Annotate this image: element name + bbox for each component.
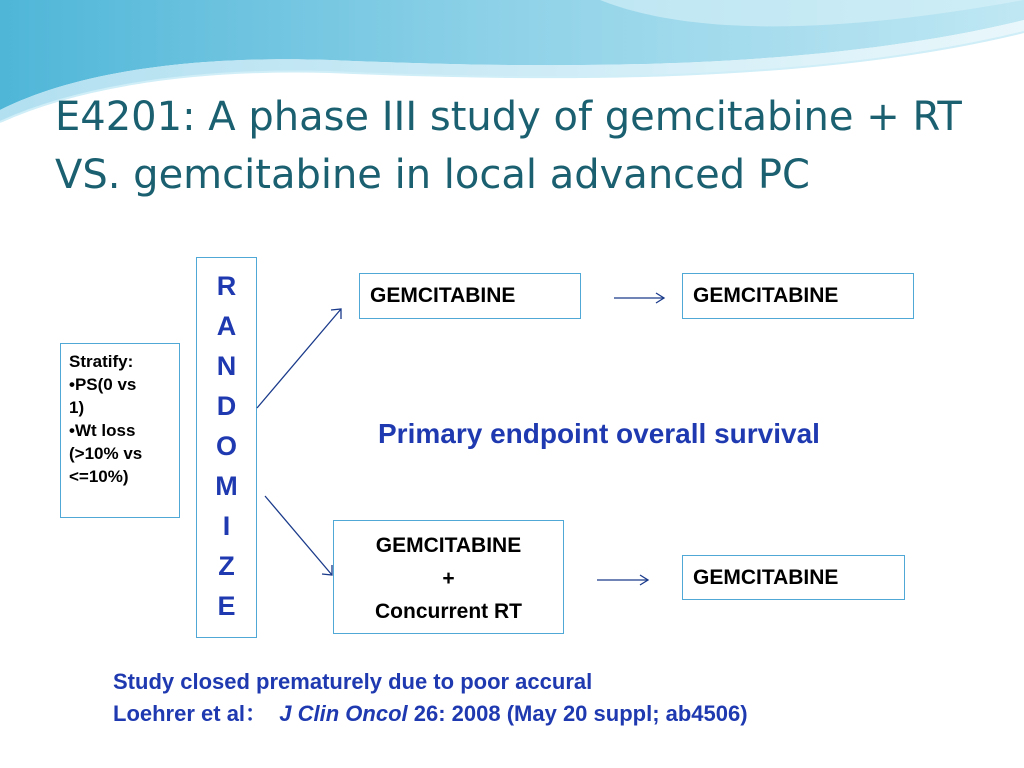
study-note: Study closed prematurely due to poor accural [113, 669, 593, 694]
arm2-drug-line: GEMCITABINE [375, 534, 522, 557]
arrow-randomize-to-arm2 [265, 496, 332, 575]
footer [113, 666, 748, 730]
randomize-letter: Z [218, 551, 235, 581]
randomize-letter: N [216, 351, 237, 381]
stratify-line: •PS(0 vs [69, 375, 137, 394]
stratify-box [60, 343, 180, 518]
randomize-letter: A [216, 311, 237, 341]
randomize-letter: R [216, 271, 237, 301]
randomize-box [196, 257, 257, 638]
arrow-arm1-to-followup [614, 293, 664, 303]
citation-authors: Loehrer et al： [113, 701, 268, 726]
arrow-arm2-to-followup [597, 575, 648, 585]
stratify-line: (>10% vs [69, 444, 143, 463]
stratify-line: Stratify: [69, 352, 134, 371]
citation-journal: J Clin Oncol [279, 701, 408, 726]
randomize-letter: E [217, 591, 236, 621]
stratify-line: <=10%) [69, 467, 129, 486]
title-line-1: E4201: A phase III study of gemcitabine + RT [55, 94, 962, 140]
randomize-letter: O [215, 431, 237, 461]
arrow-randomize-to-arm1 [257, 309, 341, 408]
primary-endpoint: Primary endpoint overall survival [378, 418, 820, 449]
slide-title [55, 88, 995, 204]
arm1-followup-box: GEMCITABINE [682, 273, 914, 319]
stratify-line: 1) [69, 398, 85, 417]
arm2-drug-box [333, 520, 564, 634]
citation [113, 698, 748, 730]
citation-details: 26: 2008 (May 20 suppl; ab4506) [407, 701, 748, 726]
arm2-plus: + [442, 567, 455, 590]
randomize-letter: I [222, 511, 231, 541]
arm2-drug-line: Concurrent RT [375, 600, 522, 623]
stratify-line: •Wt loss [69, 421, 136, 440]
arm1-drug-box: GEMCITABINE [359, 273, 581, 319]
arm2-followup-box: GEMCITABINE [682, 555, 905, 600]
randomize-letter: D [216, 391, 237, 421]
randomize-letter: M [215, 471, 238, 501]
title-line-2: VS. gemcitabine in local advanced PC [55, 152, 810, 198]
